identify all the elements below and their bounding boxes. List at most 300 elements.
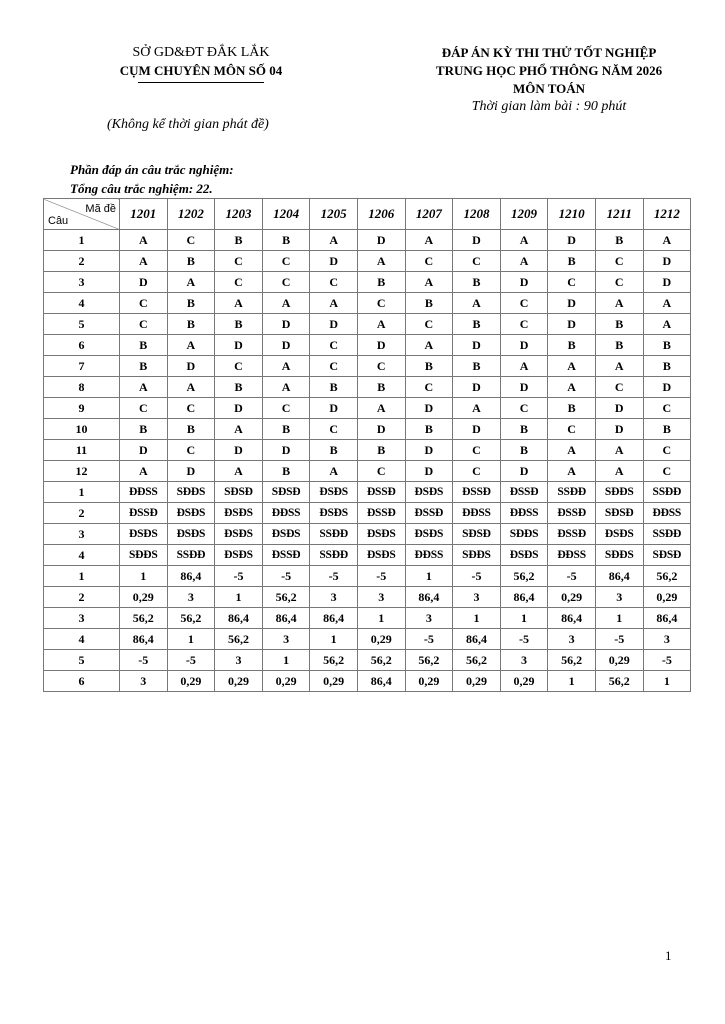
table-row <box>44 377 691 398</box>
answer-cell: B <box>453 356 501 377</box>
answer-cell: 0,29 <box>595 650 643 671</box>
answer-cell: A <box>595 356 643 377</box>
answer-cell: ĐSĐS <box>120 524 168 545</box>
answer-cell: B <box>357 272 405 293</box>
answer-cell: D <box>548 230 596 251</box>
answer-cell: A <box>548 356 596 377</box>
question-number-cell: 4 <box>44 629 120 650</box>
answer-cell: 1 <box>643 671 691 692</box>
answer-cell: A <box>405 230 453 251</box>
answer-cell: D <box>643 377 691 398</box>
answer-cell: A <box>643 293 691 314</box>
answer-cell: C <box>357 461 405 482</box>
answer-cell: ĐĐSS <box>405 545 453 566</box>
table-row <box>44 272 691 293</box>
answer-cell: SSĐĐ <box>548 482 596 503</box>
answer-cell: C <box>595 377 643 398</box>
exam-code-1203: 1203 <box>215 199 263 230</box>
exam-code-1207: 1207 <box>405 199 453 230</box>
answer-cell: -5 <box>120 650 168 671</box>
answer-cell: A <box>215 419 263 440</box>
answer-cell: C <box>500 293 548 314</box>
table-row <box>44 587 691 608</box>
exam-duration: Thời gian làm bài : 90 phút <box>471 99 627 114</box>
table-row <box>44 671 691 692</box>
answer-cell: C <box>595 272 643 293</box>
answer-cell: B <box>595 230 643 251</box>
answer-cell: C <box>262 272 310 293</box>
table-row <box>44 608 691 629</box>
table-row <box>44 524 691 545</box>
answer-cell: A <box>548 461 596 482</box>
answer-cell: C <box>643 461 691 482</box>
answer-cell: B <box>548 335 596 356</box>
answer-cell: A <box>595 440 643 461</box>
answer-cell: C <box>643 440 691 461</box>
answer-cell: 86,4 <box>167 566 215 587</box>
table-row <box>44 503 691 524</box>
answer-cell: D <box>120 440 168 461</box>
answer-cell: D <box>262 314 310 335</box>
answer-cell: ĐSSĐ <box>262 545 310 566</box>
answer-cell: SĐĐS <box>453 545 501 566</box>
question-header: Câu <box>48 215 69 227</box>
answer-cell: A <box>500 251 548 272</box>
answer-cell: 0,29 <box>120 587 168 608</box>
answer-cell: 1 <box>405 566 453 587</box>
answer-cell: A <box>453 293 501 314</box>
answer-cell: D <box>262 335 310 356</box>
answer-cell: 86,4 <box>357 671 405 692</box>
answer-cell: C <box>357 356 405 377</box>
answer-cell: SSĐĐ <box>310 545 358 566</box>
answer-cell: B <box>453 314 501 335</box>
answer-cell: SSĐĐ <box>643 524 691 545</box>
answer-cell: 3 <box>262 629 310 650</box>
exam-code-1210: 1210 <box>548 199 596 230</box>
answer-cell: ĐSSĐ <box>405 503 453 524</box>
question-number-cell: 2 <box>44 503 120 524</box>
answer-cell: ĐSĐS <box>405 524 453 545</box>
answer-cell: 3 <box>120 671 168 692</box>
page-number: 1 <box>665 948 672 963</box>
answer-cell: D <box>548 314 596 335</box>
answer-cell: B <box>120 419 168 440</box>
answer-cell: -5 <box>215 566 263 587</box>
answer-cell: B <box>215 377 263 398</box>
answer-cell: SSĐĐ <box>643 482 691 503</box>
answer-cell: D <box>453 230 501 251</box>
answer-cell: ĐSSĐ <box>548 503 596 524</box>
answer-cell: 1 <box>310 629 358 650</box>
answer-cell: ĐSĐS <box>357 545 405 566</box>
answer-cell: A <box>167 377 215 398</box>
answer-cell: A <box>310 293 358 314</box>
table-row <box>44 650 691 671</box>
answer-cell: B <box>262 461 310 482</box>
question-number-cell: 1 <box>44 230 120 251</box>
answer-cell: ĐSĐS <box>167 503 215 524</box>
question-number-cell: 1 <box>44 566 120 587</box>
answer-cell: ĐSSĐ <box>453 482 501 503</box>
answer-cell: B <box>215 230 263 251</box>
answer-cell: C <box>453 461 501 482</box>
answer-cell: C <box>120 398 168 419</box>
answer-cell: B <box>310 440 358 461</box>
exam-title-line1: ĐÁP ÁN KỲ THI THỬ TỐT NGHIỆP <box>441 45 657 60</box>
answer-cell: 86,4 <box>310 608 358 629</box>
answer-cell: B <box>405 293 453 314</box>
answer-cell: -5 <box>167 650 215 671</box>
answer-cell: C <box>405 377 453 398</box>
question-number-cell: 2 <box>44 587 120 608</box>
answer-cell: 56,2 <box>405 650 453 671</box>
answer-cell: A <box>453 398 501 419</box>
answer-cell: D <box>405 398 453 419</box>
answer-cell: ĐSĐS <box>310 503 358 524</box>
table-row <box>44 335 691 356</box>
answer-cell: A <box>262 356 310 377</box>
answer-cell: -5 <box>643 650 691 671</box>
answer-table-body <box>44 230 691 692</box>
answer-cell: B <box>548 251 596 272</box>
answer-cell: SSĐĐ <box>310 524 358 545</box>
subject-name: MÔN TOÁN <box>512 81 586 96</box>
answer-cell: C <box>262 398 310 419</box>
answer-cell: C <box>500 398 548 419</box>
table-row <box>44 230 691 251</box>
answer-cell: B <box>500 419 548 440</box>
table-row <box>44 440 691 461</box>
answer-cell: C <box>500 314 548 335</box>
answer-cell: C <box>167 230 215 251</box>
answer-cell: SĐSĐ <box>215 482 263 503</box>
header-right <box>393 44 705 116</box>
answer-cell: -5 <box>453 566 501 587</box>
answer-cell: 1 <box>215 587 263 608</box>
answer-cell: A <box>167 272 215 293</box>
answer-cell: D <box>500 377 548 398</box>
answer-cell: 86,4 <box>120 629 168 650</box>
question-number-cell: 6 <box>44 335 120 356</box>
answer-cell: D <box>500 272 548 293</box>
answer-cell: 56,2 <box>548 650 596 671</box>
question-number-cell: 3 <box>44 272 120 293</box>
exam-title-line2: TRUNG HỌC PHỔ THÔNG NĂM 2026 <box>435 63 663 78</box>
question-number-cell: 12 <box>44 461 120 482</box>
answer-cell: 56,2 <box>453 650 501 671</box>
table-row <box>44 251 691 272</box>
answer-cell: D <box>548 293 596 314</box>
answer-cell: 3 <box>500 650 548 671</box>
question-number-cell: 1 <box>44 482 120 503</box>
answer-cell: ĐĐSS <box>120 482 168 503</box>
answer-cell: 86,4 <box>453 629 501 650</box>
answer-cell: 0,29 <box>643 587 691 608</box>
answer-cell: C <box>215 272 263 293</box>
table-row <box>44 293 691 314</box>
answer-cell: A <box>215 293 263 314</box>
answer-cell: D <box>215 398 263 419</box>
answer-cell: A <box>120 251 168 272</box>
question-number-cell: 3 <box>44 608 120 629</box>
answer-cell: D <box>215 335 263 356</box>
answer-cell: 0,29 <box>453 671 501 692</box>
answer-cell: 86,4 <box>548 608 596 629</box>
answer-cell: A <box>357 398 405 419</box>
answer-cell: 0,29 <box>405 671 453 692</box>
table-row <box>44 629 691 650</box>
table-row <box>44 398 691 419</box>
answer-cell: A <box>548 440 596 461</box>
answer-cell: D <box>120 272 168 293</box>
answer-cell: D <box>453 377 501 398</box>
exam-code-1211: 1211 <box>595 199 643 230</box>
answer-cell: C <box>120 293 168 314</box>
answer-cell: C <box>120 314 168 335</box>
answer-cell: D <box>167 356 215 377</box>
answer-cell: D <box>595 398 643 419</box>
question-number-cell: 3 <box>44 524 120 545</box>
answer-cell: 0,29 <box>500 671 548 692</box>
answer-cell: 3 <box>643 629 691 650</box>
answer-cell: A <box>120 461 168 482</box>
table-row <box>44 356 691 377</box>
answer-cell: C <box>357 293 405 314</box>
answer-cell: B <box>357 377 405 398</box>
answer-cell: A <box>405 335 453 356</box>
answer-cell: D <box>357 335 405 356</box>
answer-cell: ĐSĐS <box>405 482 453 503</box>
table-row <box>44 545 691 566</box>
answer-cell: B <box>500 440 548 461</box>
answer-cell: 1 <box>120 566 168 587</box>
table-row <box>44 566 691 587</box>
answer-cell: A <box>120 377 168 398</box>
answer-cell: D <box>500 335 548 356</box>
answer-cell: ĐSĐS <box>310 482 358 503</box>
answer-cell: D <box>405 461 453 482</box>
answer-cell: C <box>262 251 310 272</box>
answer-cell: B <box>167 314 215 335</box>
answer-cell: A <box>643 314 691 335</box>
answer-cell: 1 <box>357 608 405 629</box>
answer-cell: 86,4 <box>215 608 263 629</box>
answer-cell: ĐĐSS <box>548 545 596 566</box>
answer-cell: ĐSĐS <box>357 524 405 545</box>
answer-cell: -5 <box>595 629 643 650</box>
answer-cell: 56,2 <box>357 650 405 671</box>
answer-cell: C <box>310 335 358 356</box>
answer-table <box>43 198 691 692</box>
exam-code-1201: 1201 <box>120 199 168 230</box>
answer-cell: ĐSSĐ <box>357 503 405 524</box>
answer-cell: -5 <box>500 629 548 650</box>
answer-cell: A <box>310 230 358 251</box>
answer-cell: C <box>548 419 596 440</box>
table-row <box>44 419 691 440</box>
exam-code-1208: 1208 <box>453 199 501 230</box>
answer-cell: 1 <box>167 629 215 650</box>
answer-cell: 3 <box>167 587 215 608</box>
answer-cell: 0,29 <box>310 671 358 692</box>
question-number-cell: 4 <box>44 293 120 314</box>
answer-cell: SĐSĐ <box>453 524 501 545</box>
answer-cell: 3 <box>405 608 453 629</box>
answer-cell: ĐSĐS <box>500 545 548 566</box>
answer-cell: D <box>310 398 358 419</box>
answer-cell: C <box>215 251 263 272</box>
answer-cell: SĐSĐ <box>262 482 310 503</box>
answer-cell: D <box>405 440 453 461</box>
answer-cell: 0,29 <box>548 587 596 608</box>
answer-cell: D <box>453 335 501 356</box>
answer-cell: A <box>357 314 405 335</box>
answer-cell: 86,4 <box>500 587 548 608</box>
question-number-cell: 5 <box>44 314 120 335</box>
answer-cell: D <box>643 251 691 272</box>
answer-cell: 56,2 <box>215 629 263 650</box>
answer-cell: SĐĐS <box>595 482 643 503</box>
question-number-cell: 4 <box>44 545 120 566</box>
answer-cell: 56,2 <box>500 566 548 587</box>
answer-cell: 1 <box>500 608 548 629</box>
answer-cell: 3 <box>310 587 358 608</box>
distribution-time-note: (Không kể thời gian phát đề) <box>107 117 269 132</box>
answer-cell: B <box>643 419 691 440</box>
answer-cell: 3 <box>357 587 405 608</box>
answer-cell: C <box>453 251 501 272</box>
answer-cell: -5 <box>548 566 596 587</box>
answer-cell: 3 <box>548 629 596 650</box>
answer-cell: B <box>357 440 405 461</box>
header-underline <box>138 82 264 83</box>
answer-cell: ĐSĐS <box>215 545 263 566</box>
answer-cell: D <box>357 230 405 251</box>
answer-cell: 86,4 <box>643 608 691 629</box>
answer-cell: ĐĐSS <box>453 503 501 524</box>
answer-cell: ĐĐSS <box>643 503 691 524</box>
answer-cell: C <box>310 356 358 377</box>
exam-code-1202: 1202 <box>167 199 215 230</box>
cluster-name: CỤM CHUYÊN MÔN SỐ 04 <box>119 63 283 78</box>
answer-cell: A <box>215 461 263 482</box>
table-row <box>44 314 691 335</box>
table-row <box>44 461 691 482</box>
answer-cell: 86,4 <box>595 566 643 587</box>
answer-cell: 0,29 <box>167 671 215 692</box>
header-left <box>92 44 310 83</box>
answer-cell: ĐSĐS <box>167 524 215 545</box>
answer-cell: B <box>215 314 263 335</box>
answer-cell: 56,2 <box>595 671 643 692</box>
question-number-cell: 8 <box>44 377 120 398</box>
answer-cell: D <box>215 440 263 461</box>
answer-cell: C <box>167 440 215 461</box>
answer-cell: 86,4 <box>405 587 453 608</box>
answer-cell: B <box>453 272 501 293</box>
answer-cell: SĐĐS <box>595 545 643 566</box>
answer-cell: D <box>262 440 310 461</box>
answer-cell: A <box>405 272 453 293</box>
answer-cell: B <box>120 356 168 377</box>
answer-cell: B <box>595 335 643 356</box>
answer-cell: 56,2 <box>643 566 691 587</box>
answer-cell: B <box>310 377 358 398</box>
answer-cell: SĐĐS <box>167 482 215 503</box>
answer-cell: SĐSĐ <box>595 503 643 524</box>
answer-cell: ĐSĐS <box>262 524 310 545</box>
answer-cell: ĐĐSS <box>262 503 310 524</box>
answer-cell: C <box>595 251 643 272</box>
answer-cell: 3 <box>595 587 643 608</box>
answer-cell: B <box>262 419 310 440</box>
answer-cell: B <box>643 335 691 356</box>
answer-cell: C <box>167 398 215 419</box>
answer-cell: B <box>167 419 215 440</box>
answer-cell: C <box>453 440 501 461</box>
answer-cell: 1 <box>548 671 596 692</box>
answer-cell: B <box>405 356 453 377</box>
exam-code-1212: 1212 <box>643 199 691 230</box>
answer-cell: 0,29 <box>357 629 405 650</box>
answer-cell: C <box>310 419 358 440</box>
answer-cell: ĐSSĐ <box>548 524 596 545</box>
answer-cell: B <box>120 335 168 356</box>
answer-cell: A <box>357 251 405 272</box>
answer-cell: B <box>262 230 310 251</box>
answer-cell: 56,2 <box>167 608 215 629</box>
answer-cell: A <box>262 293 310 314</box>
answer-cell: A <box>500 356 548 377</box>
answer-cell: A <box>643 230 691 251</box>
table-corner-cell <box>44 199 120 230</box>
answer-cell: 1 <box>262 650 310 671</box>
answer-cell: A <box>595 461 643 482</box>
exam-code-1205: 1205 <box>310 199 358 230</box>
answer-cell: 1 <box>595 608 643 629</box>
total-questions: Tổng câu trắc nghiệm: 22. <box>70 181 213 196</box>
answer-cell: SĐĐS <box>500 524 548 545</box>
answer-cell: B <box>643 356 691 377</box>
exam-code-1204: 1204 <box>262 199 310 230</box>
answer-cell: B <box>595 314 643 335</box>
answer-cell: D <box>643 272 691 293</box>
question-number-cell: 11 <box>44 440 120 461</box>
answer-cell: -5 <box>357 566 405 587</box>
answer-cell: A <box>262 377 310 398</box>
answer-cell: 3 <box>453 587 501 608</box>
answer-cell: B <box>167 251 215 272</box>
answer-cell: C <box>215 356 263 377</box>
answer-cell: ĐSSĐ <box>120 503 168 524</box>
answer-cell: 56,2 <box>262 587 310 608</box>
answer-cell: A <box>120 230 168 251</box>
table-row <box>44 482 691 503</box>
answer-cell: SSĐĐ <box>167 545 215 566</box>
answer-cell: ĐSĐS <box>215 524 263 545</box>
answer-cell: D <box>310 251 358 272</box>
answer-cell: 1 <box>453 608 501 629</box>
answer-cell: -5 <box>310 566 358 587</box>
exam-code-header: Mã đề <box>85 203 116 215</box>
question-number-cell: 7 <box>44 356 120 377</box>
exam-code-1206: 1206 <box>357 199 405 230</box>
answer-cell: SĐSĐ <box>643 545 691 566</box>
answer-cell: C <box>548 272 596 293</box>
question-number-cell: 6 <box>44 671 120 692</box>
answer-table-header <box>44 199 691 230</box>
